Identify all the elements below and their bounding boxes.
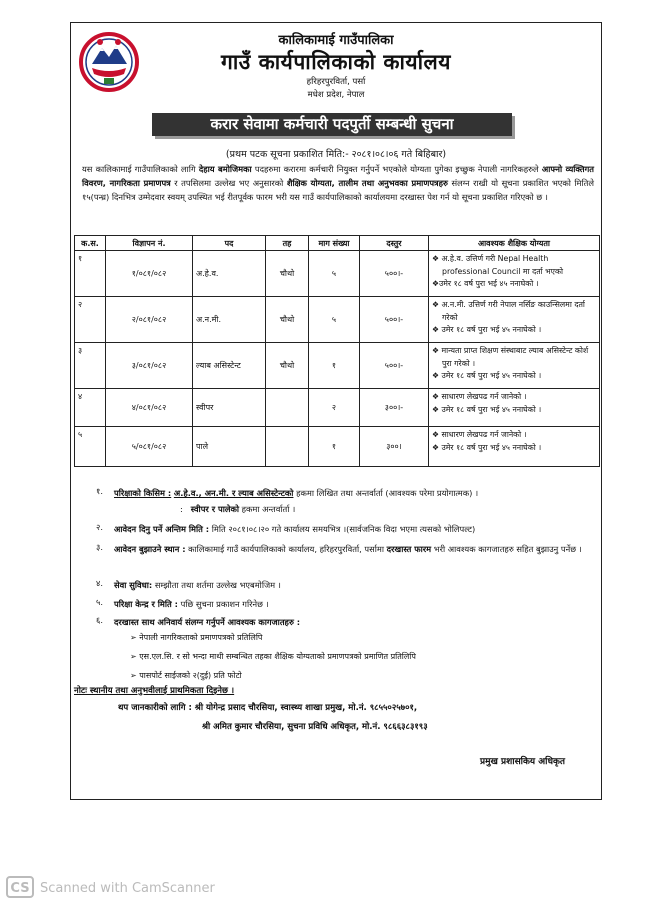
cell-ad-no: २/०८१/०८२ xyxy=(106,297,193,343)
contact-line-1: थप जानकारीको लागि : श्री योगेन्द्र प्रसाद चौरसिया, स्वास्थ्य शाखा प्रमुख, मो.नं. ९८५५०२५७०१, xyxy=(118,703,418,713)
cell-count: १ xyxy=(309,343,360,389)
qualification-item: ❖उमेर १८ वर्ष पुरा भई ४५ ननाघेको । xyxy=(432,279,539,288)
cell-ad-no: १/०८१/०८२ xyxy=(106,251,193,297)
cell-sn: २ xyxy=(75,297,106,343)
note-number: ६. xyxy=(96,615,103,625)
table-row xyxy=(75,389,600,427)
cell-fee: ३००। xyxy=(360,427,429,467)
header-ad-no: विज्ञापन नं. xyxy=(106,236,193,251)
qualification-item: ❖ उमेर १८ वर्ष पुरा भई ४५ ननाघेको । xyxy=(432,404,542,414)
qualification-item: ❖ उमेर १८ वर्ष पुरा भई ४५ ननाघेको । xyxy=(432,442,542,452)
office-name: गाउँ कार्यपालिकाको कार्यालय xyxy=(221,50,451,74)
qualification-item: ❖ मान्यता प्राप्त शिक्षण संस्थाबाट ल्याब असिस्टेन्ट कोर्श पुरा गरेको । xyxy=(432,346,589,368)
header-sn: क.स. xyxy=(75,236,106,251)
cell-fee: ५००।- xyxy=(360,251,429,297)
header-level: तह xyxy=(266,236,309,251)
cell-count: १ xyxy=(309,427,360,467)
table-row xyxy=(75,297,600,343)
cell-qualification xyxy=(429,343,600,389)
cell-qualification xyxy=(429,389,600,427)
notice-title: करार सेवामा कर्मचारी पदपुर्ती सम्बन्धी सुचना xyxy=(152,113,512,136)
table-header-row xyxy=(75,236,600,251)
note-number: २. xyxy=(96,522,103,532)
note-label: दरखास्त साथ अनिवार्य संलग्न गर्नुपर्ने आवश्यक कागजातहरु : xyxy=(114,617,301,627)
cell-level: चौथो xyxy=(266,251,309,297)
note-number: ४. xyxy=(96,578,103,588)
cell-qualification xyxy=(429,297,600,343)
note-number: १. xyxy=(96,486,103,496)
cell-ad-no: ३/०८१/०८२ xyxy=(106,343,193,389)
cell-count: ५ xyxy=(309,297,360,343)
header-qualification: आवश्यक शैक्षिक योग्यता xyxy=(429,236,600,251)
qualification-item: ❖ उमेर १८ वर्ष पुरा भई ४५ ननाघेको । xyxy=(432,371,542,380)
note-label: परिक्षाको किसिम : xyxy=(114,488,172,498)
qualification-item: ❖ साधारण लेखपढ गर्न जानेको । xyxy=(432,392,527,401)
qualification-item: ❖ उमेर १८ वर्ष पुरा भई ४५ ननाघेको । xyxy=(432,325,542,334)
cell-sn: ५ xyxy=(75,427,106,467)
header-fee: दस्तुर xyxy=(360,236,429,251)
cell-qualification xyxy=(429,251,600,297)
note-label: सेवा सुविधा: xyxy=(114,580,153,590)
cell-sn: ३ xyxy=(75,343,106,389)
address-line-1: हरिहरपुरविर्ता, पर्सा xyxy=(306,77,366,87)
priority-notice: नोटः स्थानीय तथा अनुभवीलाई प्राथमिकता दिइनेछ । xyxy=(74,686,235,696)
note-label: परिक्षा केन्द्र र मिति : xyxy=(114,599,178,609)
cell-fee: ५००।- xyxy=(360,297,429,343)
note-number: ५. xyxy=(96,597,103,607)
table-row xyxy=(75,427,600,467)
cell-count: ५ xyxy=(309,251,360,297)
header-post: पद xyxy=(193,236,266,251)
qualification-item: ❖ अ.हे.व. उत्तिर्ण गरी Nepal Health professional Council मा दर्ता भएको xyxy=(432,254,563,276)
cell-fee: ५००।- xyxy=(360,343,429,389)
qualification-item: ❖ अ.न.मी. उत्तिर्ण गरी नेपाल नर्सिङ काउन्सिलमा दर्ता गरेको xyxy=(432,300,585,322)
document-item: ➢ एस.एल.सि. र सो भन्दा माथी सम्बन्धित तहका शैक्षिक योग्यताको प्रमाणपत्रको प्रमाणित प्रतिलिपि xyxy=(130,652,416,661)
cell-level: चौथो xyxy=(266,297,309,343)
camscanner-watermark: Scanned with CamScanner xyxy=(40,881,215,896)
document-item: ➢ नेपाली नागरिकताको प्रमाणपत्रको प्रतिलिपि xyxy=(130,633,263,642)
cell-ad-no: ४/०८१/०८२ xyxy=(106,389,193,427)
camscanner-logo-icon: CS xyxy=(6,876,34,898)
header-count: माग संख्या xyxy=(309,236,360,251)
cell-post: अ.न.मी. xyxy=(193,297,266,343)
table-row xyxy=(75,343,600,389)
cell-count: २ xyxy=(309,389,360,427)
note-number: ३. xyxy=(96,542,103,552)
cell-qualification xyxy=(429,427,600,467)
cell-sn: १ xyxy=(75,251,106,297)
cell-level: चौथो xyxy=(266,343,309,389)
cell-post: ल्याब असिस्टेन्ट xyxy=(193,343,266,389)
vacancy-table xyxy=(74,235,600,467)
cell-post: स्वीपर xyxy=(193,389,266,427)
contact-line-2: श्री अमित कुमार चौरसिया, सुचना प्रविधि अधिकृत, मो.नं. ९८६६३८३१९३ xyxy=(202,722,428,732)
note-label: आवेदन दिनु पर्ने अन्तिम मिति : xyxy=(114,524,210,534)
intro-paragraph: यस कालिकामाई गाउँपालिकाको लागि देहाय बमोजिमका पदहरुमा करारमा कर्मचारी नियुक्त गर्नुपर्ने भएकोले योग्यता पुगेका इच्छुक नेपाली नागरिकहरुले आफ्नो व्यक्तिगत विवरण, नागरिकता प्रमाणपत्र र तपसिलमा उल्लेख भए अनुसारको शैक्षिक योग्यता, तालीम तथा अनुभवका प्रमाणपत्रहरु संलग्न राखी यो सूचना प्रकाशित भएको मितिले १५(पन्ध्र) दिनभित्र उम्मेदवार स्वयम् उपस्थित भई रीतपूर्वक फारम भरी यस गाउँ कार्यपालिकाको कार्यालयमा दरखास्त पेश गर्न यो सूचना प्रकाशित गरिएको छ । xyxy=(82,164,595,203)
cell-level xyxy=(266,427,309,467)
cell-ad-no: ५/०८१/०८२ xyxy=(106,427,193,467)
cell-level xyxy=(266,389,309,427)
publication-date: (प्रथम पटक सूचना प्रकाशित मिति:- २०८१।०८।०६ गते बिहिबार) xyxy=(225,149,447,160)
note-label: आवेदन बुझाउने स्थान : xyxy=(114,544,186,554)
cell-fee: ३००।- xyxy=(360,389,429,427)
cell-post: पाले xyxy=(193,427,266,467)
cell-sn: ४ xyxy=(75,389,106,427)
municipality-name: कालिकामाई गाउँपालिका xyxy=(278,33,394,48)
signature-title: प्रमुख प्रशासकिय अधिकृत xyxy=(480,757,566,767)
cell-post: अ.हे.व. xyxy=(193,251,266,297)
table-row xyxy=(75,251,600,297)
address-line-2: मधेश प्रदेश, नेपाल xyxy=(307,90,365,100)
qualification-item: ❖ साधारण लेखपढ गर्न जानेको । xyxy=(432,430,527,439)
document-item: ➢ पासपोर्ट साईजको २(दुई) प्रति फोटो xyxy=(130,671,242,680)
